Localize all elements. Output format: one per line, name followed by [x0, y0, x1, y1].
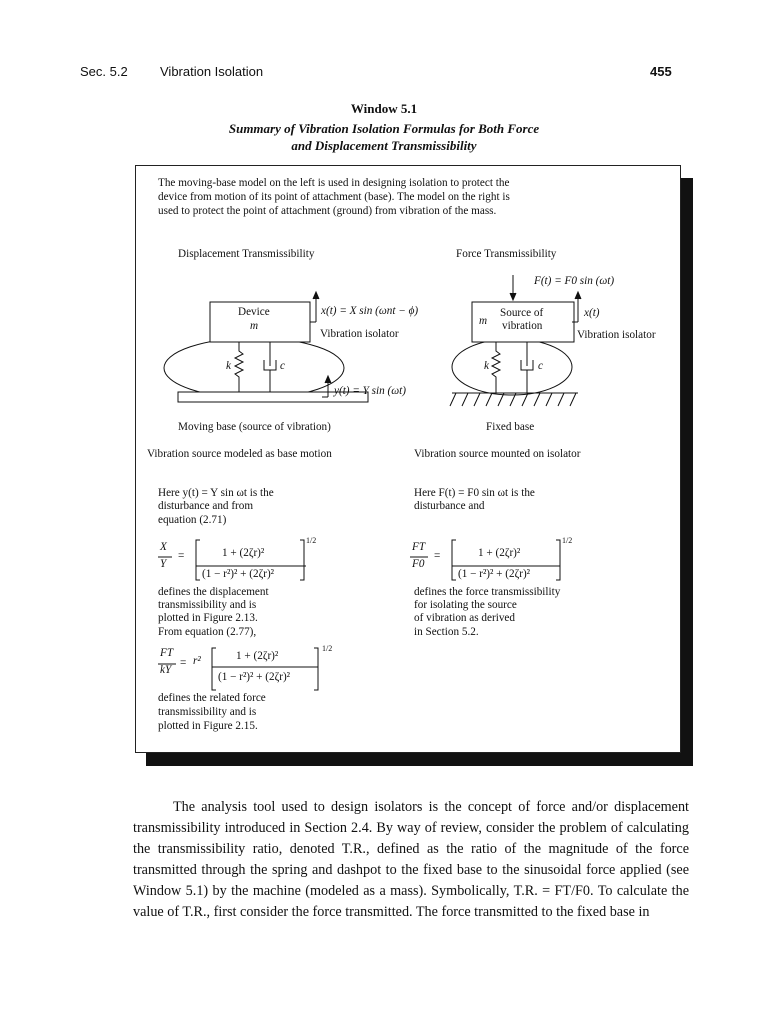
source-line-2: vibration: [502, 320, 543, 332]
left-heading: Displacement Transmissibility: [178, 248, 315, 260]
right-heading: Force Transmissibility: [456, 248, 557, 260]
body-paragraph: The analysis tool used to design isolators is the concept of force and/or displacement transmissibility introduced in Section 2.4. By way of review, consider the problem of calculating the transmissibility ratio, denoted T.R., defined as the ratio of the magnitude of the force transmitted through the spring and dashpot to the fixed base to the sinusoidal force applied (see Window 5.1) by the machine (modeled as a mass). Symbolically, T.R. = FT/F0. To calculate the value of T.R., first consider the force transmitted. The force transmitted to the fixed base in: [133, 799, 689, 920]
window-title-line1: Summary of Vibration Isolation Formulas for Both Force: [228, 121, 540, 136]
left-def1-2: transmissibility and is: [158, 599, 257, 611]
left-isolator-label: Vibration isolator: [320, 328, 399, 340]
left-def2-3: plotted in Figure 2.15.: [158, 720, 258, 732]
right-k-label: k: [484, 360, 489, 372]
left-k-label: k: [226, 360, 231, 372]
right-def-2: for isolating the source: [414, 599, 517, 611]
page-number: 455: [650, 64, 672, 79]
right-def-3: of vibration as derived: [414, 612, 515, 624]
eq2-coef: r²: [193, 655, 201, 667]
left-caption: Moving base (source of vibration): [178, 421, 331, 433]
eq-right-lhs-den: F0: [412, 558, 425, 570]
right-mass-label: m: [479, 315, 488, 327]
source-line-1: Source of: [500, 307, 544, 319]
section-number: Sec. 5.2: [80, 64, 128, 79]
left-spring: [235, 342, 243, 392]
left-def1-3: plotted in Figure 2.13.: [158, 612, 258, 624]
y-equation: y(t) = Y sin (ωt): [334, 385, 406, 397]
right-spring: [492, 342, 500, 393]
left-c-label: c: [280, 360, 285, 372]
eq1-num: 1 + (2ζr)²: [222, 547, 265, 559]
eq2-exp: 1/2: [322, 644, 333, 653]
right-isolator-label: Vibration isolator: [577, 329, 656, 341]
window-title-line2: and Displacement Transmissibility: [291, 138, 477, 153]
eq2-num: 1 + (2ζr)²: [236, 650, 279, 662]
right-x-label: x(t): [584, 307, 600, 319]
left-def2-1: defines the related force: [158, 692, 266, 704]
left-def1-4: From equation (2.77),: [158, 626, 257, 638]
right-def-4: in Section 5.2.: [414, 626, 479, 638]
eq1-lhs-den: Y: [160, 558, 167, 570]
left-mass-label: m: [250, 320, 259, 332]
intro-line-3: used to protect the point of attachment (ground) from vibration of the mass.: [158, 205, 497, 217]
right-isolator-ellipse: [452, 339, 572, 395]
right-model: Vibration source mounted on isolator: [414, 448, 581, 460]
force-equation: F(t) = F0 sin (ωt): [534, 275, 615, 287]
eq1-exp: 1/2: [306, 536, 317, 545]
eq1-equals: =: [178, 550, 185, 562]
eq2-equals: =: [180, 657, 187, 669]
eq-right-den: (1 − r²)² + (2ζr)²: [458, 568, 531, 580]
left-isolator-ellipse: [164, 338, 344, 398]
intro-line-1: The moving-base model on the left is used in designing isolation to protect the: [158, 177, 510, 189]
left-here-2: disturbance and from: [158, 500, 254, 512]
section-title: Vibration Isolation: [160, 64, 264, 79]
x-equation: x(t) = X sin (ωnt − ϕ): [321, 305, 419, 317]
eq1-lhs-num: X: [160, 541, 167, 553]
eq-right-exp: 1/2: [562, 536, 573, 545]
left-model: Vibration source modeled as base motion: [147, 448, 332, 460]
right-def-1: defines the force transmissibility: [414, 586, 561, 598]
eq2-lhs-den: kY: [160, 664, 172, 676]
right-here-2: disturbance and: [414, 500, 485, 512]
right-caption: Fixed base: [486, 421, 535, 433]
left-here-3: equation (2.71): [158, 514, 227, 526]
right-c-label: c: [538, 360, 543, 372]
body-paragraph-block: [133, 797, 689, 923]
eq2-lhs-num: FT: [160, 647, 174, 659]
eq1-den: (1 − r²)² + (2ζr)²: [202, 568, 275, 580]
eq2-den: (1 − r²)² + (2ζr)²: [218, 671, 291, 683]
left-def2-2: transmissibility and is: [158, 706, 257, 718]
left-def1-1: defines the displacement: [158, 586, 269, 598]
left-here-1: Here y(t) = Y sin ωt is the: [158, 487, 274, 499]
intro-line-2: device from motion of its point of attachment (base). The model on the right is: [158, 191, 510, 203]
right-here-1: Here F(t) = F0 sin ωt is the: [414, 487, 535, 499]
eq-right-equals: =: [434, 550, 441, 562]
eq-right-lhs-num: FT: [412, 541, 426, 553]
window-label: Window 5.1: [350, 101, 418, 116]
device-label: Device: [238, 306, 270, 318]
eq-right-num: 1 + (2ζr)²: [478, 547, 521, 559]
